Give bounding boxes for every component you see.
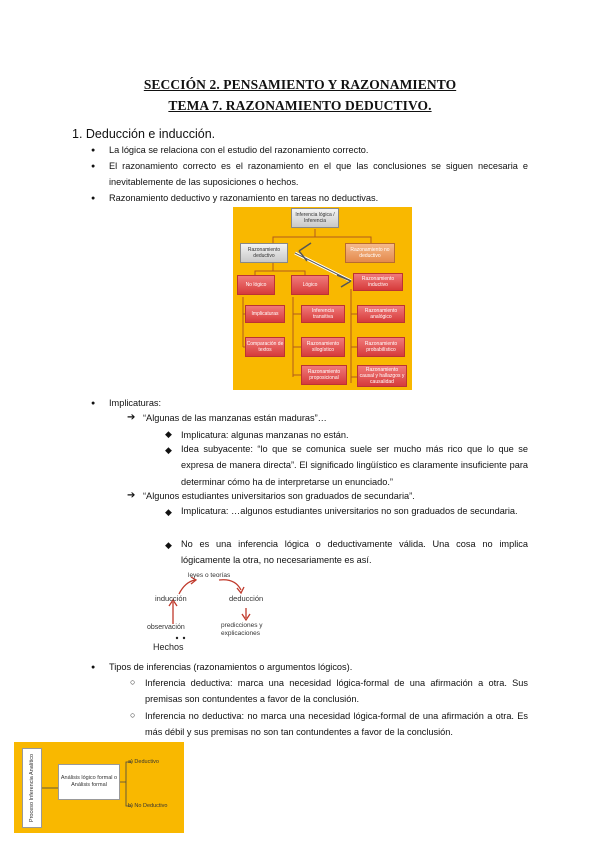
observation-label: observación [147,624,185,631]
diagram-root: Inferencia lógica / Inferencia [291,208,339,228]
inferences-label: Tipos de inferencias (razonamientos o argumentos lógicos). [109,662,353,672]
diagram-transitive: Inferencia transitiva [301,305,345,323]
diamond-icon: ◆ [165,445,172,455]
diagram-comparative: Comparación de textos [245,337,285,357]
bullet-icon: ● [91,400,96,407]
bullet-icon: ● [91,195,96,202]
diagram-analogical: Razonamiento analógico [357,305,405,323]
example2-quote: “Algunos estudiantes universitarios son graduados de secundaria”. [143,491,415,501]
diagram-implicatures: Implicaturas [245,305,285,323]
example1-quote: “Algunas de las manzanas están maduras”… [143,413,327,423]
example1-item2: Idea subyacente: “lo que se comunica suele ser mucho más rico que lo que se expresa de manera directa”. El significado lingüístico es claramente insuficiente para determinar cómo ha de interpretarse un enunciado.” [181,444,528,487]
induction-deduction-diagram [143,572,293,654]
bullet-icon: ● [91,664,96,671]
theories-label: leyes o teorías [188,572,231,579]
diagram-probabilistic: Razonamiento probabilístico [357,337,405,357]
bullet-icon: ● [91,147,96,154]
facts-label: Hechos [153,642,184,652]
reasoning-diagram [233,207,412,390]
diagram-nonlogic: No lógico [237,275,275,295]
vertical-box-label: Proceso Inferencia Analítico [29,753,35,823]
example2-item1: Implicatura: …algunos estudiantes universitarios no son graduados de secundaria. [181,506,518,516]
diagram-logic: Lógico [291,275,329,295]
diamond-icon: ◆ [165,429,172,439]
bullet-text-3: Razonamiento deductivo y razonamiento en tareas no deductivas. [109,193,379,203]
circle-bullet-icon: ○ [130,677,136,687]
diagram-nondeductive: Razonamiento no deductivo [345,243,395,263]
diagram-causal: Razonamiento causal y hallazgos y causalidad [357,365,407,387]
nondeductive-inference-text: Inferencia no deductiva: no marca una necesidad lógica-formal de una afirmación a otra. Es más débil y sus premisas no son tan contundentes a favor de la conclusión. [145,711,528,738]
diagram-deductive: Razonamiento deductivo [240,243,288,263]
deductive-inference-text: Inferencia deductiva: marca una necesidad lógica-formal de una afirmación a otra. Sus premisas son contundentes a favor de la conclusión. [145,678,528,705]
topic-title: TEMA 7. RAZONAMIENTO DEDUCTIVO. [168,98,432,113]
implicatures-label: Implicaturas: [109,398,162,408]
example1-item1: Implicatura: algunas manzanas no están. [181,430,349,440]
induction-label: inducción [155,594,187,603]
diamond-icon: ◆ [165,507,172,517]
section-title: SECCIÓN 2. PENSAMIENTO Y RAZONAMIENTO [143,77,457,92]
diagram-connectors [233,207,412,390]
circle-bullet-icon: ○ [130,710,136,720]
predictions-label: predicciones y explicaciones [221,622,263,637]
bullet-icon: ● [91,163,96,170]
arrow-right-icon: ➔ [127,490,136,501]
section-heading: 1. Deducción e inducción. [72,127,216,141]
nondeductive-branch-label: b) No Deductivo [128,803,168,809]
diamond-icon: ◆ [165,540,172,550]
diagram-propositional: Razonamiento proposicional [301,365,347,385]
formal-analysis-box: Análisis lógico formal o Análisis formal [58,764,120,800]
diagram-inductive: Razonamiento inductivo [353,273,403,291]
deductive-branch-label: a) Deductivo [128,759,159,765]
arrow-right-icon: ➔ [127,412,136,423]
bullet-text-2: El razonamiento correcto es el razonamiento en el que las conclusiones se siguen necesaria e inevitablemente de las suposiciones o hechos. [109,161,528,188]
example2-item2: No es una inferencia lógica o deductivamente válida. Una cosa no implica lógicamente la otra, no necesariamente es así. [181,539,528,566]
deduction-label: deducción [229,594,264,603]
inference-process-diagram [14,742,184,833]
diagram-syllogistic: Razonamiento silogístico [301,337,345,357]
bullet-text-1: La lógica se relaciona con el estudio del razonamiento correcto. [109,145,369,155]
